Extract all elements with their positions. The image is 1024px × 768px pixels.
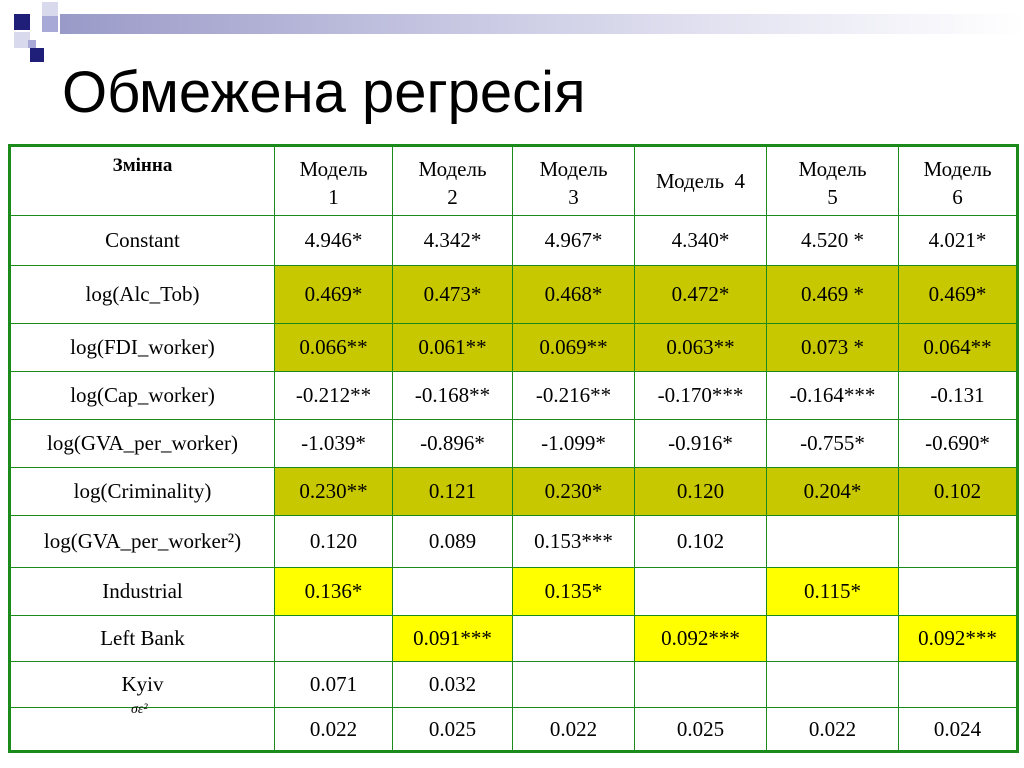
table-cell: 0.469*	[899, 266, 1018, 324]
table-cell: 0.024	[899, 708, 1018, 752]
table-row	[10, 568, 1018, 616]
table-cell: -1.099*	[513, 420, 635, 468]
table-cell: 0.120	[635, 468, 767, 516]
row-label: log(Cap_worker)	[10, 372, 275, 420]
table-cell: 0.092***	[635, 616, 767, 662]
slide-title: Обмежена регресія	[62, 60, 586, 125]
table-cell: 0.102	[899, 468, 1018, 516]
table-cell: 0.022	[513, 708, 635, 752]
table-cell: 0.230**	[275, 468, 393, 516]
table-cell: 0.121	[393, 468, 513, 516]
table-cell	[767, 616, 899, 662]
header-row	[10, 146, 1018, 216]
table-row	[10, 420, 1018, 468]
sigma-epsilon-squared-symbol: σε²	[131, 702, 148, 717]
table-row	[10, 516, 1018, 568]
table-cell: 4.967*	[513, 216, 635, 266]
table-cell: -0.690*	[899, 420, 1018, 468]
table-row	[10, 662, 1018, 708]
decor-square-lavender	[28, 40, 36, 48]
table-cell: 0.022	[767, 708, 899, 752]
table-cell: 0.071	[275, 662, 393, 708]
table-cell: 0.032	[393, 662, 513, 708]
table-cell: 0.092***	[899, 616, 1018, 662]
header-model-1: Модель 1	[275, 146, 393, 216]
table-row	[10, 616, 1018, 662]
table-cell: 0.089	[393, 516, 513, 568]
table-cell: -0.212**	[275, 372, 393, 420]
table-row	[10, 216, 1018, 266]
table-cell	[767, 516, 899, 568]
table-cell: 0.473*	[393, 266, 513, 324]
table-row	[10, 266, 1018, 324]
table-cell: 4.021*	[899, 216, 1018, 266]
decor-square-lavender	[42, 16, 58, 32]
table-cell: 0.025	[635, 708, 767, 752]
decor-square-navy	[30, 48, 44, 62]
table-cell	[767, 662, 899, 708]
row-label: log(Criminality)	[10, 468, 275, 516]
table-cell: -1.039*	[275, 420, 393, 468]
table-cell: 0.135*	[513, 568, 635, 616]
decor-square-pale	[42, 2, 58, 16]
table-cell: -0.164***	[767, 372, 899, 420]
table-cell	[635, 568, 767, 616]
row-label: log(Alc_Tob)	[10, 266, 275, 324]
table-cell: 0.468*	[513, 266, 635, 324]
table-cell: -0.131	[899, 372, 1018, 420]
row-label: Left Bank	[10, 616, 275, 662]
table-cell: 0.061**	[393, 324, 513, 372]
row-label: log(FDI_worker)	[10, 324, 275, 372]
table-cell: -0.168**	[393, 372, 513, 420]
table-cell: 0.230*	[513, 468, 635, 516]
table-row	[10, 708, 1018, 752]
table-cell: -0.755*	[767, 420, 899, 468]
table-cell: 0.204*	[767, 468, 899, 516]
table-row	[10, 468, 1018, 516]
table-cell: 0.025	[393, 708, 513, 752]
regression-table	[8, 144, 1019, 753]
table-cell	[635, 662, 767, 708]
table-cell: 0.066**	[275, 324, 393, 372]
table-cell: 4.946*	[275, 216, 393, 266]
header-model-6: Модель 6	[899, 146, 1018, 216]
table-cell: 0.153***	[513, 516, 635, 568]
row-label: log(GVA_per_worker)	[10, 420, 275, 468]
table-cell: 0.136*	[275, 568, 393, 616]
table-cell: -0.216**	[513, 372, 635, 420]
table-cell: -0.896*	[393, 420, 513, 468]
row-label: Industrial	[10, 568, 275, 616]
table-cell: 0.064**	[899, 324, 1018, 372]
table-cell: 0.120	[275, 516, 393, 568]
table-cell	[275, 616, 393, 662]
title-decor-bar	[60, 14, 1024, 34]
table-cell: 0.073 *	[767, 324, 899, 372]
row-label: Kyiv	[10, 662, 275, 708]
row-label: Constant	[10, 216, 275, 266]
row-label-sigma	[10, 702, 275, 752]
table-cell	[899, 662, 1018, 708]
table-cell	[899, 516, 1018, 568]
table-cell	[513, 616, 635, 662]
table-cell: 4.520 *	[767, 216, 899, 266]
table-row	[10, 324, 1018, 372]
table-cell: 0.069**	[513, 324, 635, 372]
table-cell: 4.342*	[393, 216, 513, 266]
header-model-4: Модель 4	[635, 146, 767, 216]
table-row	[10, 372, 1018, 420]
table-cell: 0.102	[635, 516, 767, 568]
table-cell: 4.340*	[635, 216, 767, 266]
table-cell	[513, 662, 635, 708]
table-cell: 0.469 *	[767, 266, 899, 324]
table-cell: 0.115*	[767, 568, 899, 616]
row-label: log(GVA_per_worker²)	[10, 516, 275, 568]
table-cell: 0.469*	[275, 266, 393, 324]
table-cell	[899, 568, 1018, 616]
table-cell: 0.022	[275, 708, 393, 752]
header-model-5: Модель 5	[767, 146, 899, 216]
table-cell: -0.916*	[635, 420, 767, 468]
table-cell: 0.063**	[635, 324, 767, 372]
table-cell: 0.472*	[635, 266, 767, 324]
table-cell: 0.091***	[393, 616, 513, 662]
header-model-3: Модель 3	[513, 146, 635, 216]
header-model-2: Модель 2	[393, 146, 513, 216]
table-cell: -0.170***	[635, 372, 767, 420]
table-cell	[393, 568, 513, 616]
decor-square-navy	[14, 14, 30, 30]
header-variable: Змінна	[10, 146, 275, 216]
